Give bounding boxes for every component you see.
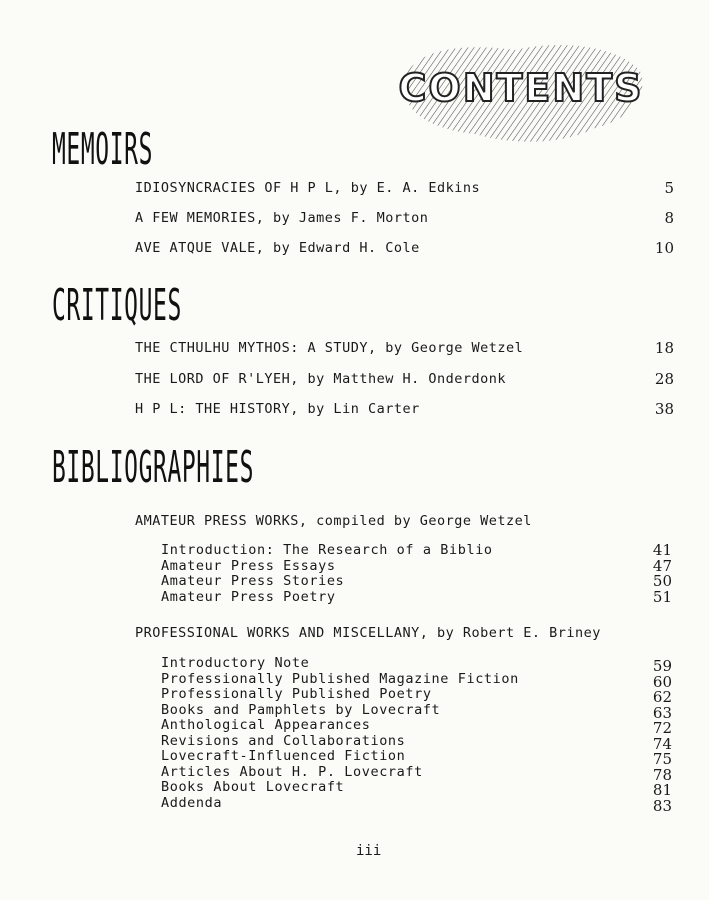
toc-subentry: Professionally Published Poetry — [161, 686, 432, 702]
section-heading-memoirs: MEMOIRS — [52, 124, 154, 175]
toc-page-number: 38 — [654, 400, 674, 418]
toc-entry: IDIOSYNCRACIES OF H P L, by E. A. Edkins — [135, 180, 481, 196]
toc-page-number: 5 — [664, 179, 674, 197]
toc-subentry: Addenda — [161, 794, 223, 811]
toc-group-title: AMATEUR PRESS WORKS, compiled by George Wetzel — [135, 513, 532, 529]
toc-page-number: 18 — [654, 339, 674, 357]
toc-page-number: 81 — [652, 781, 672, 799]
toc-subentry: Books and Pamphlets by Lovecraft — [161, 701, 441, 718]
toc-subentry: Introduction: The Research of a Biblio — [161, 542, 493, 558]
page-folio: iii — [356, 843, 382, 859]
toc-page-number: 59 — [652, 657, 672, 675]
toc-subentry: Introductory Note — [161, 655, 310, 671]
toc-group-title: PROFESSIONAL WORKS AND MISCELLANY, by Robert E. Briney — [135, 625, 601, 641]
page-title: CONTENTS — [398, 66, 644, 110]
toc-subentry: Articles About H. P. Lovecraft — [161, 763, 423, 780]
toc-page-number: 51 — [652, 587, 672, 606]
toc-page-number: 41 — [652, 541, 672, 559]
toc-sublist — [161, 543, 493, 605]
toc-page-number: 62 — [652, 688, 672, 706]
toc-page-number: 63 — [652, 703, 672, 722]
toc-subentry: Amateur Press Stories — [161, 573, 345, 589]
toc-entry: A FEW MEMORIES, by James F. Morton — [135, 210, 429, 226]
toc-sublist — [161, 656, 519, 811]
toc-page-number: 72 — [652, 719, 672, 737]
contents-title-block — [395, 38, 647, 148]
toc-page-number: 74 — [652, 734, 672, 753]
toc-sublist-pages — [632, 543, 672, 605]
toc-subentry: Amateur Press Poetry — [161, 588, 336, 605]
toc-subentry: Revisions and Collaborations — [161, 732, 406, 749]
toc-page-number: 78 — [652, 765, 672, 784]
toc-page-number: 50 — [652, 572, 672, 590]
toc-entry: AVE ATQUE VALE, by Edward H. Cole — [135, 240, 420, 256]
toc-subentry: Lovecraft-Influenced Fiction — [161, 748, 406, 764]
section-heading-critiques: CRITIQUES — [52, 280, 182, 331]
toc-page-number: 83 — [652, 796, 672, 815]
toc-entry: THE LORD OF R'LYEH, by Matthew H. Onderdonk — [135, 371, 506, 387]
toc-page-number: 28 — [654, 370, 674, 388]
toc-subentry: Books About Lovecraft — [161, 779, 345, 795]
toc-subentry: Professionally Published Magazine Fiction — [161, 670, 519, 687]
toc-entry: H P L: THE HISTORY, by Lin Carter — [135, 401, 420, 417]
toc-page-number: 47 — [652, 556, 672, 575]
toc-entry: THE CTHULHU MYTHOS: A STUDY, by George Wetzel — [135, 340, 524, 356]
toc-page-number: 60 — [652, 672, 672, 691]
toc-page-number: 10 — [654, 239, 674, 257]
section-heading-bibliographies: BIBLIOGRAPHIES — [52, 442, 255, 493]
toc-page-number: 8 — [664, 209, 674, 227]
toc-subentry: Amateur Press Essays — [161, 557, 336, 574]
toc-subentry: Anthological Appearances — [161, 717, 371, 733]
toc-sublist-pages — [632, 659, 672, 814]
toc-page-number: 75 — [652, 750, 672, 768]
